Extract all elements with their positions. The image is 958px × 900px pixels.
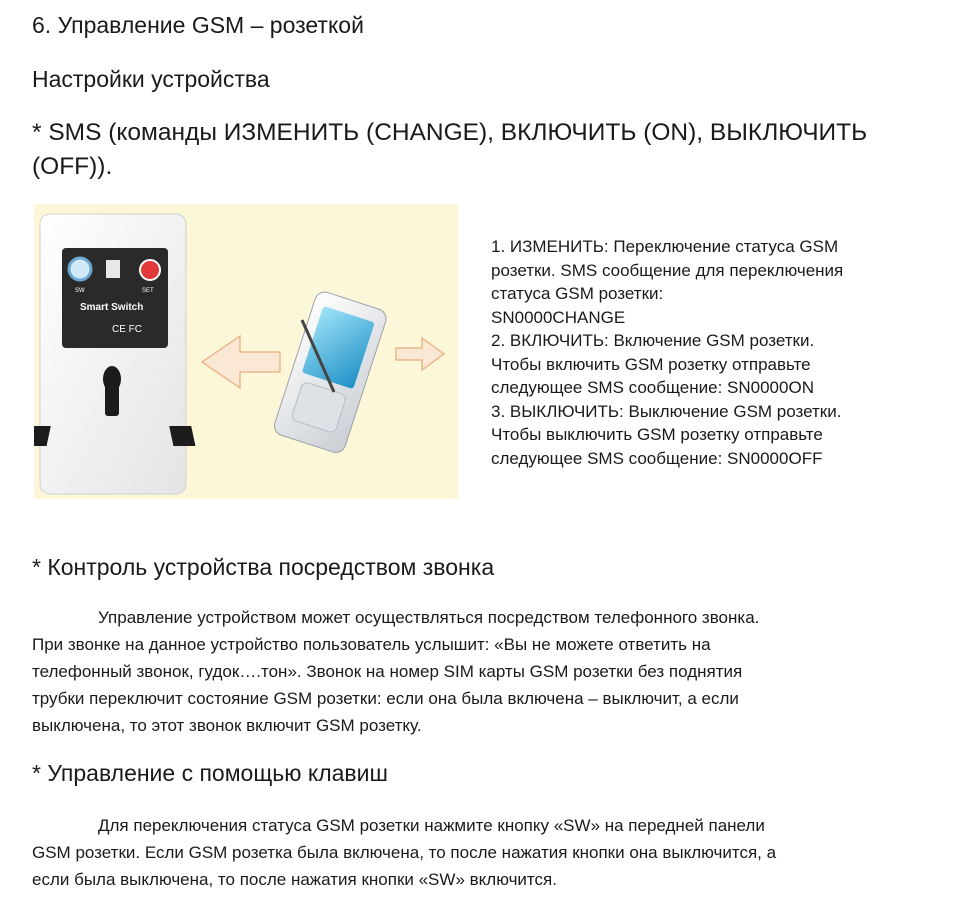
command-line: 2. ВКЛЮЧИТЬ: Включение GSM розетки. [491, 331, 815, 350]
command-line: 3. ВЫКЛЮЧИТЬ: Выключение GSM розетки. [491, 401, 842, 421]
settings-title: Настройки устройства [32, 66, 270, 92]
arrow-left-icon [202, 336, 280, 388]
command-line: следующее SMS сообщение: SN0000ON [491, 378, 814, 397]
paragraph-line: GSM розетки. Если GSM розетка была включена, то после нажатия кнопки она выключится, а [32, 843, 777, 862]
paragraph-line: телефонный звонок, гудок….тон». Звонок на номер SIM карты GSM розетки без поднятия [32, 662, 743, 681]
cert-label: CE FC [112, 324, 142, 335]
command-line: следующее SMS сообщение: SN0000OFF [491, 448, 823, 468]
gsm-socket [34, 214, 195, 494]
paragraph-line: трубки переключит состояние GSM розетки: если она была включена – выключит, а если [32, 689, 739, 708]
keys-control-paragraph [32, 812, 932, 893]
paragraph-line: выключена, то этот звонок включит GSM розетку. [32, 716, 422, 735]
command-line: Чтобы выключить GSM розетку отправьте [491, 425, 823, 444]
sw-button-icon [69, 258, 91, 280]
socket-phone-image [34, 204, 458, 499]
set-button-icon [140, 260, 160, 280]
command-line: 1. ИЗМЕНИТЬ: Переключение статуса GSM [491, 237, 839, 256]
paragraph-line: Управление устройством может осуществляться посредством телефонного звонка. [98, 608, 760, 627]
keys-control-heading: * Управление с помощью клавиш [32, 760, 388, 786]
paragraph-line: Для переключения статуса GSM розетки нажмите кнопку «SW» на передней панели [98, 816, 765, 835]
call-control-paragraph [32, 604, 932, 739]
set-label: SET [142, 288, 154, 294]
command-line: розетки. SMS сообщение для переключения [491, 260, 844, 280]
sw-label: SW [75, 288, 85, 294]
smart-switch-label: Smart Switch [80, 302, 144, 313]
paragraph-line: если была выключена, то после нажатия кнопки «SW» включится. [32, 870, 557, 889]
arrow-right-icon [396, 338, 444, 370]
command-line: Чтобы включить GSM розетку отправьте [491, 354, 811, 374]
paragraph-line: При звонке на данное устройство пользователь услышит: «Вы не можете ответить на [32, 635, 711, 654]
command-line: SN0000CHANGE [491, 307, 626, 327]
sms-commands-list [491, 235, 931, 470]
device-illustration [34, 204, 458, 499]
phone-icon [272, 289, 389, 455]
page-heading: 6. Управление GSM – розеткой [32, 12, 364, 38]
sms-heading: * SMS (команды ИЗМЕНИТЬ (CHANGE), ВКЛЮЧИТЬ (ON), ВЫКЛЮЧИТЬ (OFF)). [32, 119, 868, 180]
command-line: статуса GSM розетки: [491, 284, 664, 303]
call-control-heading: * Контроль устройства посредством звонка [32, 554, 495, 580]
